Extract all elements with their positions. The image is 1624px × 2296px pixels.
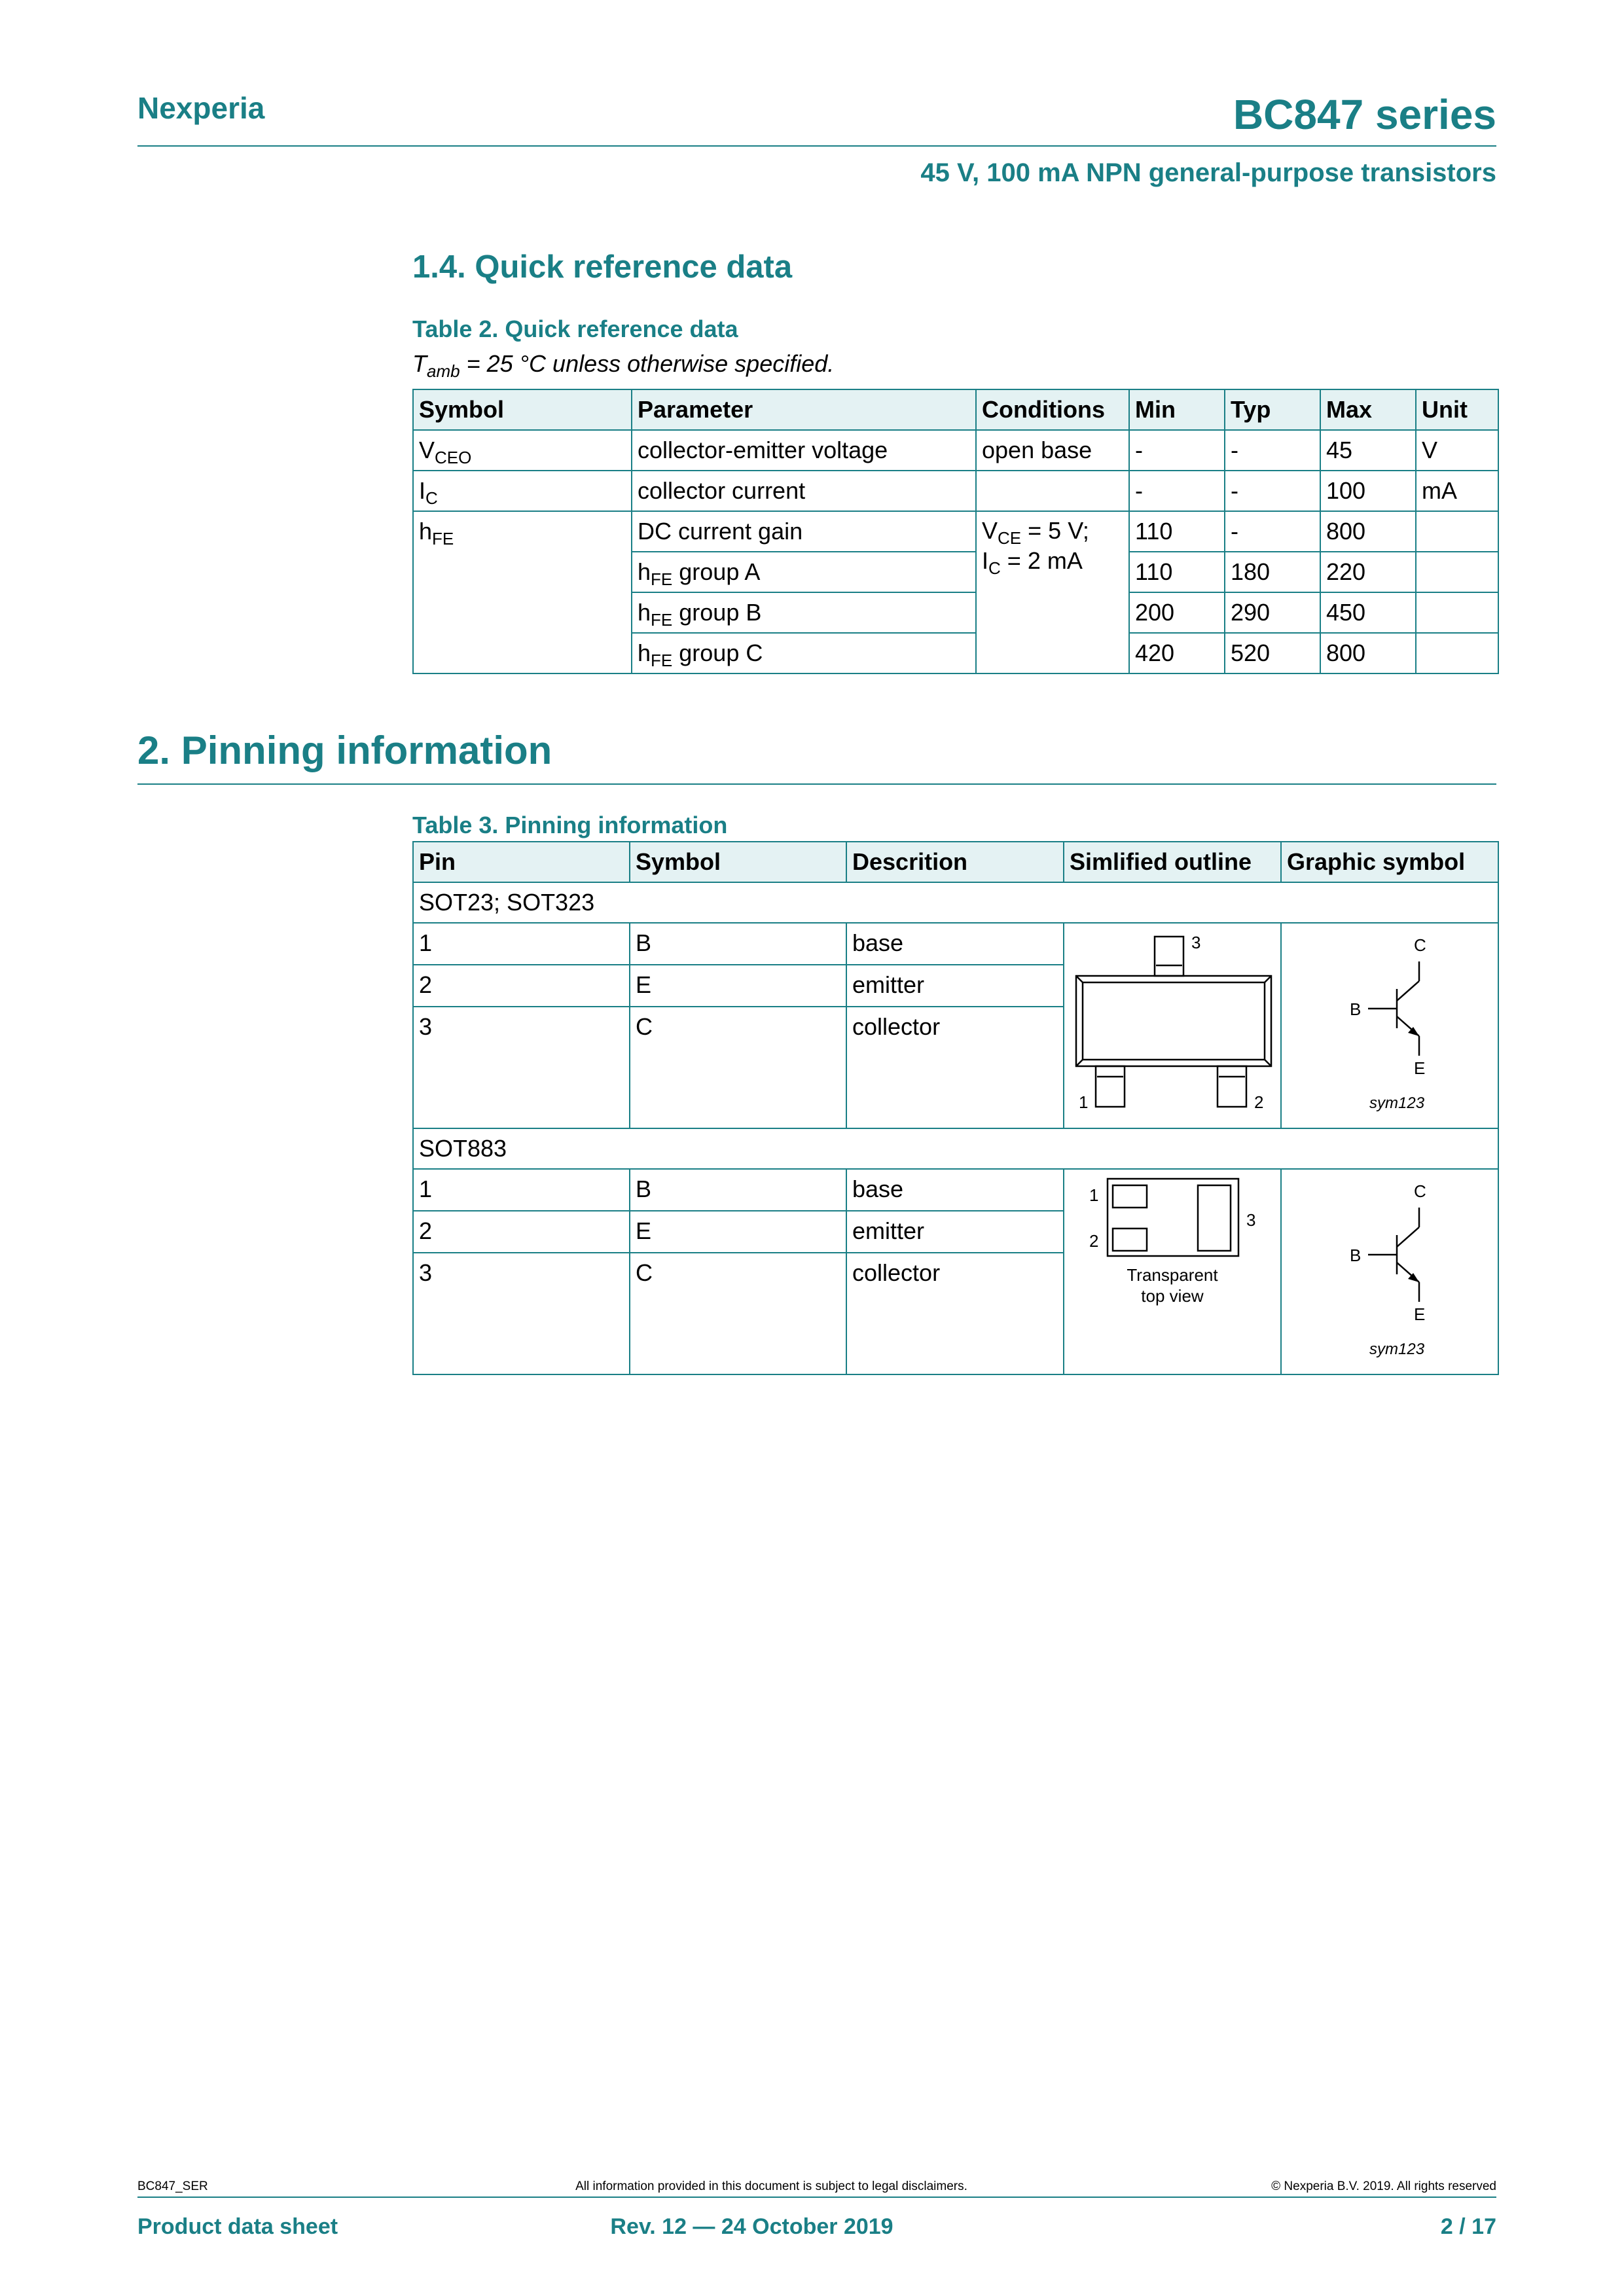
outline-pin2-label: 2 xyxy=(1254,1092,1264,1112)
package-name: SOT883 xyxy=(413,1128,1498,1169)
cell-symbol: E xyxy=(630,965,846,1007)
cell-unit: mA xyxy=(1416,471,1498,511)
col-description: Descrition xyxy=(846,842,1064,882)
cell-min: 420 xyxy=(1129,633,1225,673)
cell-symbol: C xyxy=(630,1007,846,1128)
cell-symbol: $I_C$ xyxy=(413,471,632,511)
cell-pin: 3 xyxy=(413,1007,630,1128)
cell-parameter: $h_{FE}$ group C xyxy=(632,633,976,673)
cell-min: 110 xyxy=(1129,552,1225,592)
outline-pin1-label: 1 xyxy=(1089,1185,1099,1205)
cell-parameter: $h_{FE}$ group A xyxy=(632,552,976,592)
outline-pin3-label: 3 xyxy=(1246,1210,1256,1230)
cell-max: 800 xyxy=(1320,633,1416,673)
cell-graphic-symbol xyxy=(1281,923,1498,1128)
symbol-emitter-label: E xyxy=(1414,1058,1426,1078)
outline-view-label-2: top view xyxy=(1141,1286,1204,1306)
sot883-outline-drawing xyxy=(1064,1170,1280,1374)
cell-typ: 520 xyxy=(1225,633,1320,673)
package-name: SOT23; SOT323 xyxy=(413,882,1498,923)
cell-typ: 290 xyxy=(1225,592,1320,633)
cell-min: 110 xyxy=(1129,511,1225,552)
document-title: BC847 series xyxy=(1233,91,1496,138)
cell-pin: 3 xyxy=(413,1253,630,1374)
footer-rule xyxy=(137,2197,1496,2198)
cell-description: base xyxy=(846,923,1064,965)
section-heading-pinning: 2. Pinning information xyxy=(137,728,552,772)
cell-pin: 1 xyxy=(413,1169,630,1211)
document-subtitle: 45 V, 100 mA NPN general-purpose transistors xyxy=(920,158,1496,187)
cell-symbol: B xyxy=(630,1169,846,1211)
cell-typ: - xyxy=(1225,430,1320,471)
cell-unit xyxy=(1416,552,1498,592)
cell-graphic-symbol xyxy=(1281,1169,1498,1374)
brand-name: Nexperia xyxy=(137,91,265,125)
npn-transistor-symbol-icon xyxy=(1282,1170,1498,1374)
table-row xyxy=(413,923,1498,965)
cell-unit xyxy=(1416,592,1498,633)
cell-min: 200 xyxy=(1129,592,1225,633)
col-outline: Simlified outline xyxy=(1064,842,1281,882)
cell-unit: V xyxy=(1416,430,1498,471)
cell-symbol: $V_{CEO}$ xyxy=(413,430,632,471)
cell-description: collector xyxy=(846,1007,1064,1128)
col-unit: Unit xyxy=(1416,389,1498,430)
symbol-collector-label: C xyxy=(1414,1181,1426,1201)
cell-description: emitter xyxy=(846,965,1064,1007)
outline-view-label-1: Transparent xyxy=(1127,1265,1218,1285)
cell-min: - xyxy=(1129,471,1225,511)
col-conditions: Conditions xyxy=(976,389,1129,430)
cell-max: 450 xyxy=(1320,592,1416,633)
cell-typ: - xyxy=(1225,511,1320,552)
col-max: Max xyxy=(1320,389,1416,430)
cell-symbol: C xyxy=(630,1253,846,1374)
table-row xyxy=(413,430,1498,471)
npn-transistor-symbol-icon xyxy=(1282,924,1498,1128)
symbol-reference: sym123 xyxy=(1369,1094,1425,1112)
section-heading-quick-reference: 1.4. Quick reference data xyxy=(412,249,793,285)
cell-max: 220 xyxy=(1320,552,1416,592)
cell-outline xyxy=(1064,923,1281,1128)
symbol-emitter-label: E xyxy=(1414,1304,1426,1324)
outline-pin3-label: 3 xyxy=(1191,933,1201,952)
cell-max: 45 xyxy=(1320,430,1416,471)
cell-unit xyxy=(1416,511,1498,552)
footer-doc-id: BC847_SER xyxy=(137,2179,208,2193)
package-row xyxy=(413,1128,1498,1169)
quick-reference-table xyxy=(412,389,1499,674)
cell-max: 100 xyxy=(1320,471,1416,511)
table-row xyxy=(413,1169,1498,1211)
cell-pin: 1 xyxy=(413,923,630,965)
cell-max: 800 xyxy=(1320,511,1416,552)
table-header-row xyxy=(413,842,1498,882)
sot23-outline-drawing xyxy=(1064,924,1280,1128)
symbol-base-label: B xyxy=(1350,1246,1362,1265)
col-symbol: Symbol xyxy=(630,842,846,882)
cell-pin: 2 xyxy=(413,965,630,1007)
cell-parameter: collector-emitter voltage xyxy=(632,430,976,471)
package-row xyxy=(413,882,1498,923)
table-row xyxy=(413,511,1498,552)
cell-pin: 2 xyxy=(413,1211,630,1253)
outline-pin1-label: 1 xyxy=(1079,1092,1089,1112)
section-rule xyxy=(137,783,1496,785)
cell-symbol: E xyxy=(630,1211,846,1253)
table2-note: $T_{amb} = 25$ °C unless otherwise specified. xyxy=(412,350,835,381)
cell-parameter: DC current gain xyxy=(632,511,976,552)
col-graphic-symbol: Graphic symbol xyxy=(1281,842,1498,882)
cell-symbol: $h_{FE}$ xyxy=(413,511,632,673)
symbol-collector-label: C xyxy=(1414,935,1426,955)
table3-caption: Table 3. Pinning information xyxy=(412,812,728,838)
footer-doc-type: Product data sheet xyxy=(137,2214,338,2239)
cell-conditions xyxy=(976,471,1129,511)
cell-typ: - xyxy=(1225,471,1320,511)
col-min: Min xyxy=(1129,389,1225,430)
footer-disclaimer: All information provided in this document is subject to legal disclaimers. xyxy=(575,2179,967,2193)
col-parameter: Parameter xyxy=(632,389,976,430)
cell-conditions-hfe: $V_{CE} = 5$ V; $I_C = 2$ mA xyxy=(976,511,1129,673)
cell-unit xyxy=(1416,633,1498,673)
footer-copyright: © Nexperia B.V. 2019. All rights reserved xyxy=(1271,2179,1496,2193)
cell-description: base xyxy=(846,1169,1064,1211)
cell-description: emitter xyxy=(846,1211,1064,1253)
col-pin: Pin xyxy=(413,842,630,882)
symbol-reference: sym123 xyxy=(1369,1340,1425,1358)
footer-page-number: 2 / 17 xyxy=(1440,2214,1496,2239)
cell-parameter: $h_{FE}$ group B xyxy=(632,592,976,633)
table-header-row xyxy=(413,389,1498,430)
col-typ: Typ xyxy=(1225,389,1320,430)
header-rule xyxy=(137,145,1496,147)
cell-conditions: open base xyxy=(976,430,1129,471)
symbol-base-label: B xyxy=(1350,999,1362,1019)
table-row xyxy=(413,471,1498,511)
table2-caption: Table 2. Quick reference data xyxy=(412,315,738,342)
outline-pin2-label: 2 xyxy=(1089,1231,1099,1251)
col-symbol: Symbol xyxy=(413,389,632,430)
cell-typ: 180 xyxy=(1225,552,1320,592)
cell-outline xyxy=(1064,1169,1281,1374)
cell-min: - xyxy=(1129,430,1225,471)
footer-revision: Rev. 12 — 24 October 2019 xyxy=(610,2214,893,2239)
pinning-table xyxy=(412,841,1499,1375)
cell-description: collector xyxy=(846,1253,1064,1374)
cell-symbol: B xyxy=(630,923,846,965)
cell-parameter: collector current xyxy=(632,471,976,511)
